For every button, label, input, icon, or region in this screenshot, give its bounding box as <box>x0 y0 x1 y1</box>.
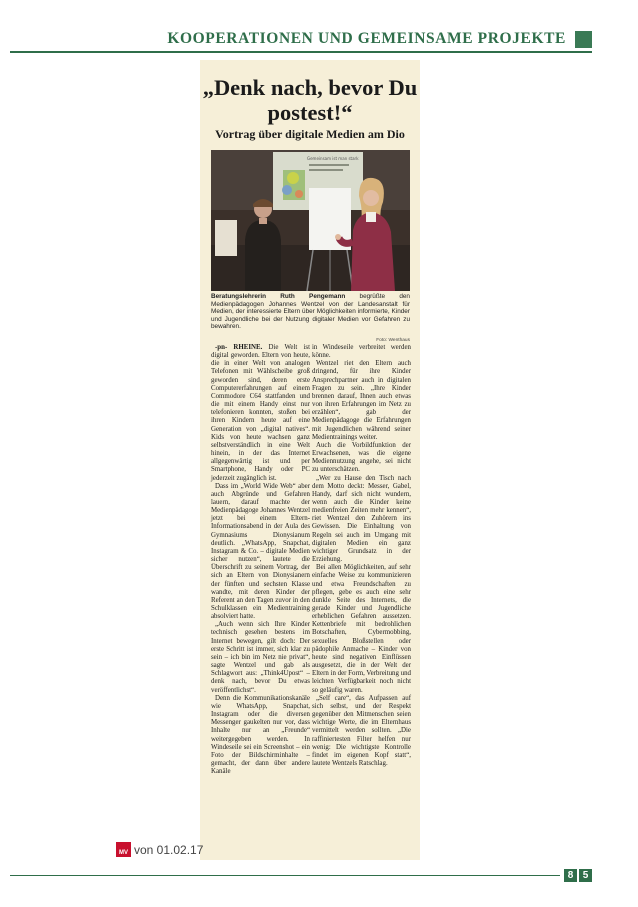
body-paragraph: „Auch wenn sich Ihre Kinder technisch gesehen bestens im Internet bewegen, gilt doch: Der erste Schritt ist immer, sich klar zu sein – ich bin im Netz nie privat“, sagte Wentzel und gab als Schlagwort aus: „Think4Upost“ – denk nach, bevor Du etwas veröffentlichst“. <box>211 621 310 694</box>
caption-lead: Beratungslehrerin Ruth Pengemann <box>211 293 346 300</box>
source-date: von 01.02.17 <box>134 843 204 857</box>
photo-illustration <box>211 150 410 291</box>
article-column-left <box>211 344 310 776</box>
page-number <box>564 869 592 882</box>
article-column-right <box>312 344 411 768</box>
article-photo <box>211 150 410 291</box>
photo-caption <box>211 293 410 331</box>
body-paragraph: Wentzel riet den Eltern auch dringend, für ihre Kinder Ansprechpartner auch in digitalen Fragen zu sein. „Ihre Kinder brennen darauf, Ihnen auch etwas von ihren Erfahrungen im Netz zu erzählen“, gab der Medienpädagoge die Erfahrungen mit Jugendlichen während seiner Medientrainings weiter. <box>312 360 411 441</box>
body-paragraph: „Self care“, das Aufpassen auf sich selbst, und der Respekt gegenüber den Mitmenschen seien wichtige Werte, die im Elternhaus vermittelt werden sollten. „Die raffiniertesten Filter helfen nur wenig: Die wichtigste Kontrolle findet im eigenen Kopf statt“, lautete Wentzels Ratschlag. <box>312 694 411 767</box>
page-rule <box>10 875 560 876</box>
body-paragraph: -pn- RHEINE. Die Welt ist digital geworden. Eltern von heute, die in einer Welt von analogen Telefonen mit Wählscheibe groß geworden sind, deren erste Computererfahrungen auf einem Commodore C64 stattfanden und die mit einem Handy einst nur telefonieren konnten, stoßen bei ihren Kindern heute auf eine Generation von „digital natives“. Kids von heute wachsen ganz selbstverständlich in eine Welt hinein, in der das Internet allgegenwärtig ist und per Smartphone, Handy oder PC jederzeit zugänglich ist. <box>211 344 310 482</box>
body-paragraph: Dass im „World Wide Web“ aber auch Abgründe und Gefahren lauern, darauf machte der Medienpädagoge Johannes Wentzel jetzt bei einem Eltern-Informationsabend in der Aula des Gymnasiums Dionysianum deutlich. „WhatsApp, Snapchat, Instagram & Co. – digitale Medien sicher nutzen“, lautete die Überschrift zu seinem Vortrag, der sich an Eltern von Dionysianern der fünften und sechsten Klasse wandte, mit deren Kinder der Referent an den Tagen zuvor in den Schulklassen ein Medientraining absolviert hatte. <box>211 482 310 621</box>
body-paragraph: Bei allen Möglichkeiten, auf sehr einfache Weise zu kommunizieren und etwa Freundschaften zu pflegen, gebe es auch eine sehr dunkle Seite des Internets, die gerade Kinder und Jugendliche erheblichen Gefahren aussetzen. Kettenbriefe mit bedrohlichen Botschaften, Cybermobbing, sexuelles Bloßstellen oder pädophile Anmache – Kinder von heute sind negativen Einflüssen ausgesetzt, die in der Welt der Eltern in der Form, Verbreitung und leichten Verfügbarkeit noch nicht so geläufig waren. <box>312 564 412 694</box>
body-paragraph: Auch die Vorbildfunktion der Erwachsenen, was die eigene Mediennutzung angehe, sei nicht zu unterschätzen. <box>312 441 411 474</box>
section-header-title: KOOPERATIONEN UND GEMEINSAME PROJEKTE <box>167 30 566 47</box>
dateline: -pn- RHEINE. <box>215 344 263 351</box>
body-paragraph: Denn die Kommunikationskanäle wie WhatsApp, Snapchat, Instagram oder die diversen Messenger gaukelten nur vor, dass Inhalte nur an „Freunde“ weitergegeben werden. In Windeseile sei ein Screenshot – ein Foto der Bildschirminhalte – gemacht, der dann über andere Kanäle <box>211 694 310 776</box>
section-header-square <box>575 31 592 48</box>
body-paragraph: in Windeseile verbreitet werden könne. <box>312 344 411 360</box>
screen-text: Gemeinsam ist man stark <box>307 156 359 161</box>
section-header-rule <box>10 51 592 53</box>
page-digit: 5 <box>579 869 592 882</box>
body-paragraph: „Wer zu Hause den Tisch nach dem Motto deckt: Messer, Gabel, Handy, darf sich nicht wundern, wenn auch die Kinder keine medienfreien Zeiten mehr kennen“, riet Wentzel den Zuhörern ins Gewissen. Die Einhaltung von Regeln sei auch im Umgang mit digitalen Medien ein ganz wichtiger Grundsatz in der Erziehung. <box>312 474 411 564</box>
caption-text: begrüßte den Medienpädagogen Johannes Wentzel von der Landesanstalt für Medien, der interessierte Eltern über Möglichkeiten informierte, Kinder und Jugendliche bei der Nutzung digitaler Medien vor Gefahren zu bewahren. <box>211 293 410 330</box>
page-digit: 8 <box>564 869 577 882</box>
article-subheadline: Vortrag über digitale Medien am Dio <box>215 127 405 141</box>
photo-credit: Foto: Wenthaus <box>376 338 410 343</box>
article-headline: „Denk nach, bevor Du postest!“ <box>202 75 418 125</box>
newspaper-logo: MV <box>116 842 131 857</box>
